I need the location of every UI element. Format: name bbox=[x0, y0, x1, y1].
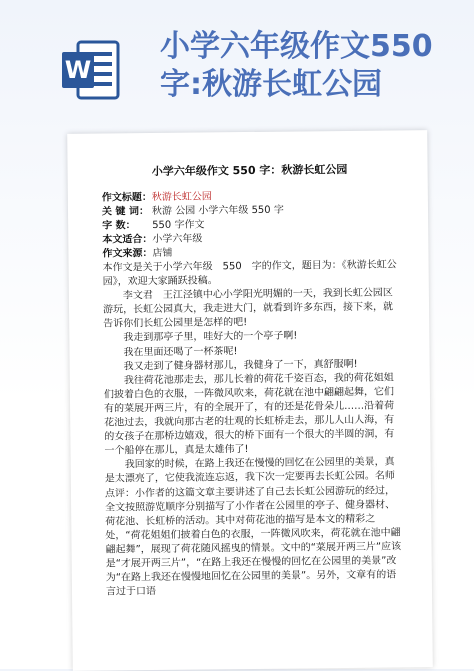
meta-value-title: 秋游长虹公园 bbox=[151, 191, 212, 204]
document-page bbox=[67, 130, 433, 671]
meta-value-audience: 小学六年级 bbox=[152, 233, 203, 246]
document-body bbox=[102, 160, 403, 599]
paragraph-tea: 我在里面还喝了一杯茶呢! bbox=[123, 345, 238, 358]
word-document-icon bbox=[62, 38, 120, 102]
paragraph-fitness: 我又走到了健身器材那儿，我健身了一下，真舒服啊! bbox=[123, 358, 358, 372]
meta-key: 本文适合： bbox=[102, 234, 153, 246]
meta-value-source: 店铺 bbox=[152, 247, 173, 260]
meta-value-wordcount: 550 字作文 bbox=[152, 219, 205, 232]
meta-key: 作文来源： bbox=[102, 248, 153, 260]
paragraph-pavilion: 我走到那亭子里，哇好大的一个亭子啊! bbox=[123, 330, 298, 344]
paragraph-opening: 李文君 王江泾镇中心小学阳光明媚的一天，我到长虹公园区游玩，长虹公园真大，我走进大门，就看到许多东西，接下来，就告诉你们长虹公园里是怎样的吧! bbox=[102, 287, 394, 330]
paragraph-intro: 本作文是关于小学六年级 550 字的作文，题目为：《秋游长虹公园》，欢迎大家踊跃投稿。 bbox=[102, 259, 397, 288]
word-logo-letter: W bbox=[64, 56, 92, 84]
paragraph-ending-review: 我回家的时候，在路上我还在慢慢的回忆在公园里的美景，真是太漂亮了，它使我流连忘返，我下次一定要再去长虹公园。名师点评：小作者的这篇文章主要讲述了自己去长虹公园游玩的经过，全文按照游览顺序分别描写了小作者在公园里的亭子、健身器材、荷花池、长虹桥的活动。其中对荷花池的描写是本文的精彩之处，“荷花姐姐们披着白色的衣服，一阵微风吹来，荷花就在池中翩翩起舞”，展现了荷花随风摇曳的情景。文中的“菜展开两三片”应该是“才展开两三片”，“在路上我还在慢慢的回忆在公园里的美景”改为“在路上我还在慢慢地回忆在公园里的美景”。另外，文章有的语言过于口语 bbox=[104, 456, 402, 598]
document-title: 小学六年级作文 550 字：秋游长虹公园 bbox=[151, 162, 348, 179]
banner-title: 小学六年级作文550字:秋游长虹公园 bbox=[160, 29, 433, 102]
meta-key: 关 键 词： bbox=[101, 206, 150, 218]
paragraph-lotus-pond: 我往荷花池那走去，那儿长着的荷花千姿百态，我的荷花姐姐们披着白色的衣服，一阵微风吹来，荷花就在池中翩翩起舞，它们有的菜展开两三片，有的全展开了，有的还是花骨朵儿……沿着荷花池过去，我就向那古老的壮观的长虹桥走去，那儿人山人海，有的女孩子在那桥边嬉戏，很大的桥下面有一个很大的半圆的洞，有一个船停在那儿，真是太雄伟了! bbox=[103, 372, 395, 457]
meta-key: 字 数： bbox=[102, 220, 136, 232]
meta-value-keywords: 秋游 公园 小学六年级 550 字 bbox=[151, 204, 284, 218]
banner bbox=[0, 0, 474, 130]
meta-key: 作文标题： bbox=[101, 192, 152, 204]
